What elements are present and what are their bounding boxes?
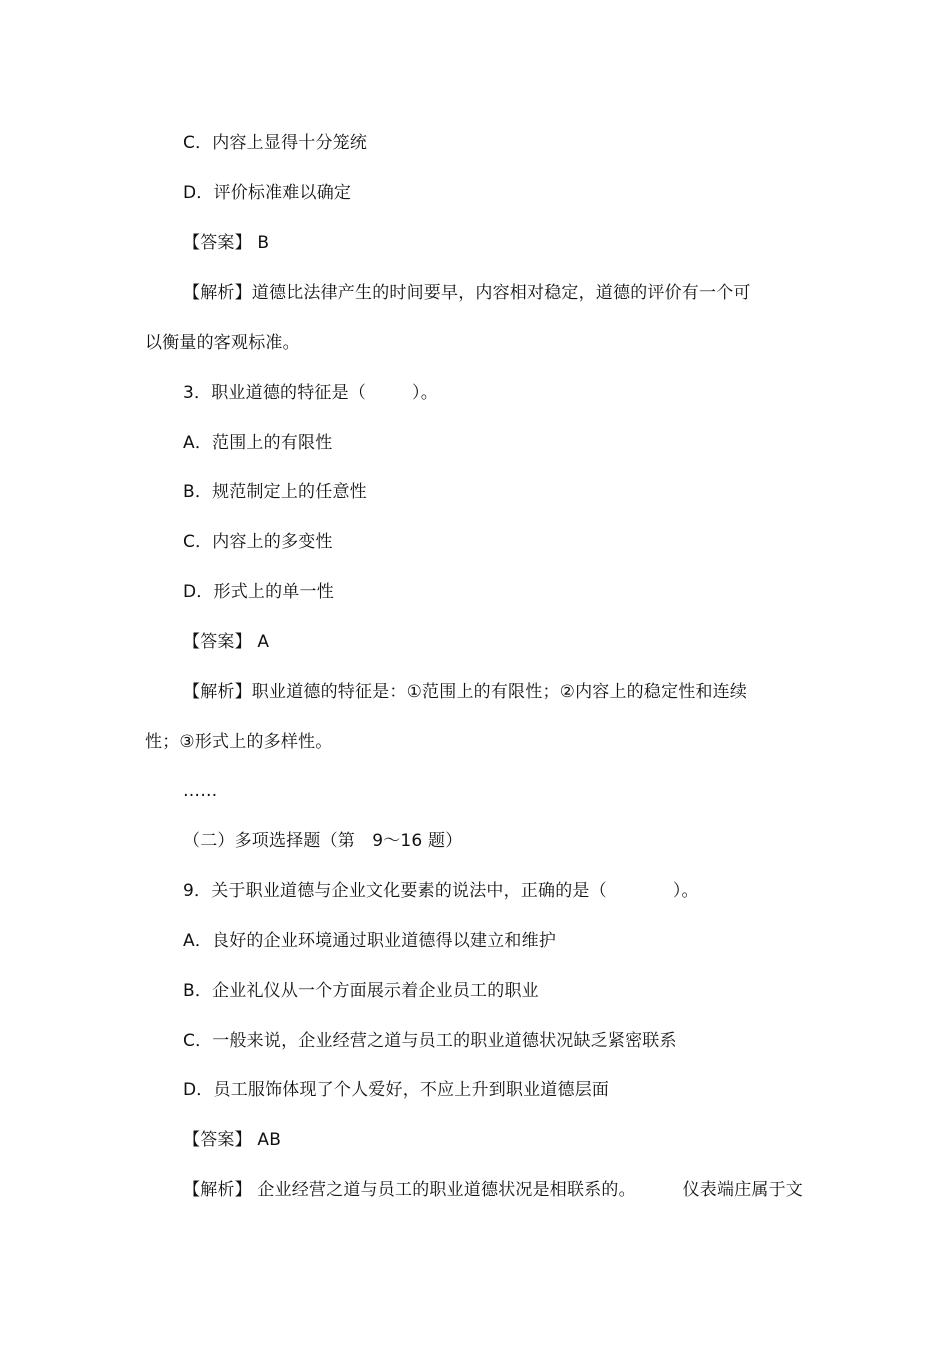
q2-answer: 【答案】 B bbox=[183, 233, 270, 253]
q3-option-d: D．形式上的单一性 bbox=[183, 582, 334, 602]
q9-option-a: A．良好的企业环境通过职业道德得以建立和维护 bbox=[183, 931, 557, 951]
q9-option-b: B．企业礼仪从一个方面展示着企业员工的职业 bbox=[183, 981, 539, 1001]
q9-answer: 【答案】 AB bbox=[183, 1130, 282, 1150]
q9-option-d: D．员工服饰体现了个人爱好，不应上升到职业道德层面 bbox=[183, 1080, 610, 1100]
q2-explanation-line-1: 【解析】道德比法律产生的时间要早，内容相对稳定，道德的评价有一个可 bbox=[183, 283, 751, 303]
q3-stem-text: 3．职业道德的特征是（ bbox=[183, 383, 367, 403]
q2-option-c: C．内容上显得十分笼统 bbox=[183, 133, 368, 153]
q9-option-c: C．一般来说，企业经营之道与员工的职业道德状况缺乏紧密联系 bbox=[183, 1031, 677, 1051]
q9-stem-end: ）。 bbox=[672, 881, 699, 901]
q3-stem bbox=[183, 381, 438, 405]
q9-explanation-tail: 仪表端庄属于文 bbox=[682, 1180, 803, 1200]
ellipsis: …… bbox=[183, 781, 218, 801]
q2-explanation-line-2: 以衡量的客观标准。 bbox=[145, 333, 300, 353]
q9-explanation-text: 【解析】 企业经营之道与员工的职业道德状况是相联系的。 bbox=[183, 1180, 636, 1200]
q2-option-d: D．评价标准难以确定 bbox=[183, 183, 352, 203]
q3-option-a: A．范围上的有限性 bbox=[183, 433, 333, 453]
q3-option-b: B．规范制定上的任意性 bbox=[183, 482, 367, 502]
q3-explanation-line-2: 性；③形式上的多样性。 bbox=[145, 732, 333, 752]
q9-stem-text: 9．关于职业道德与企业文化要素的说法中，正确的是（ bbox=[183, 881, 607, 901]
q9-explanation-line-1 bbox=[183, 1178, 803, 1202]
q3-answer: 【答案】 A bbox=[183, 632, 270, 652]
q3-option-c: C．内容上的多变性 bbox=[183, 532, 333, 552]
section-2-title: （二）多项选择题（第 9～16 题） bbox=[183, 831, 463, 851]
q3-explanation-line-1: 【解析】职业道德的特征是：①范围上的有限性；②内容上的稳定性和连续 bbox=[183, 682, 748, 702]
q3-stem-end: ）。 bbox=[412, 383, 438, 403]
q9-stem bbox=[183, 879, 699, 903]
